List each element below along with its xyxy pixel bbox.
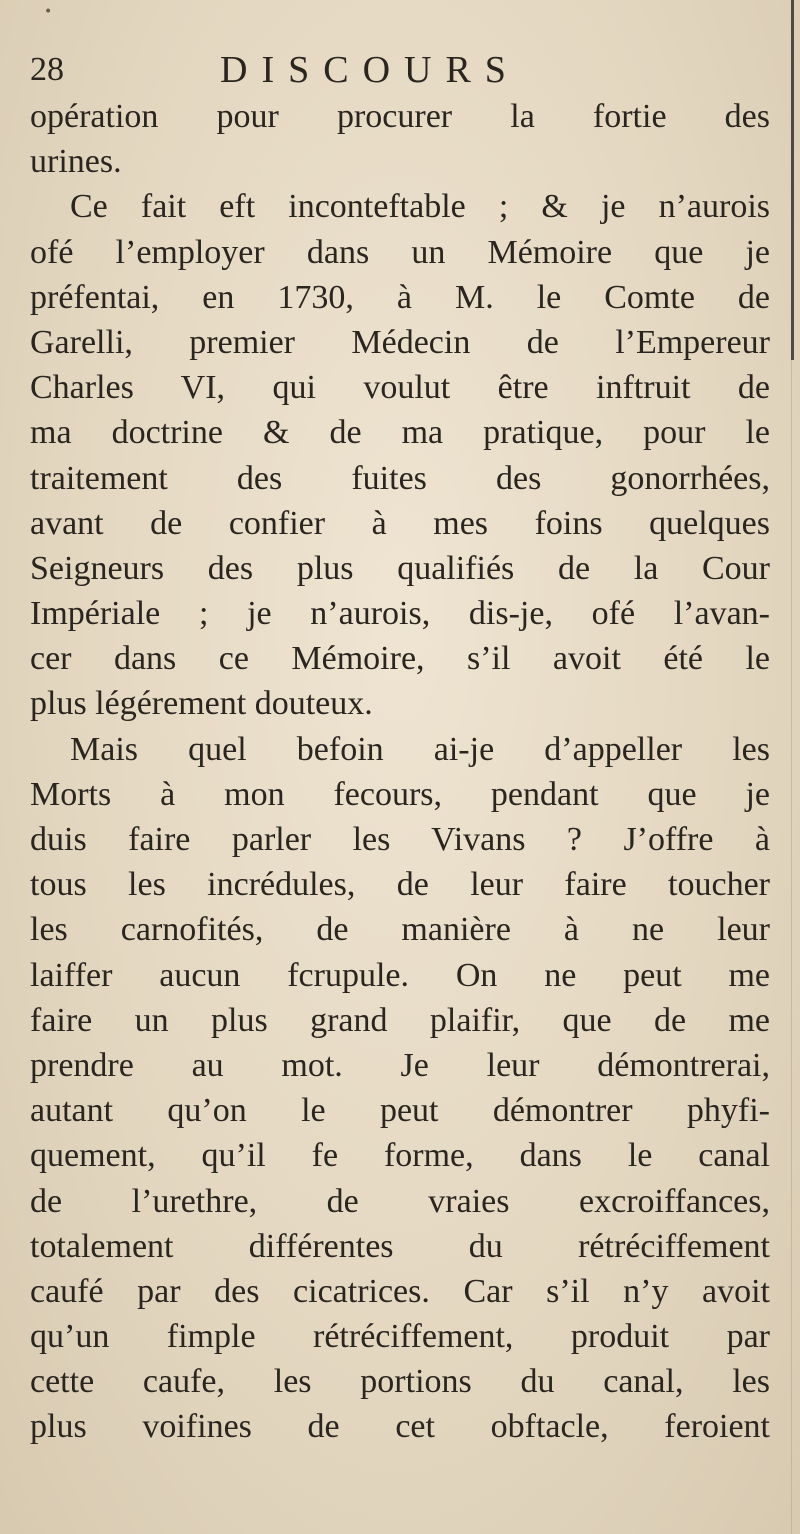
text-line: Impériale ; je n’aurois, dis-je, ofé l’avan- [30, 595, 770, 633]
text-line: quement, qu’il fe forme, dans le canal [30, 1137, 770, 1175]
text-line: laiffer aucun fcrupule. On ne peut me [30, 956, 770, 994]
text-line: cer dans ce Mémoire, s’il avoit été le [30, 640, 770, 678]
text-line: plus légérement douteux. [30, 685, 373, 723]
text-line: Mais quel befoin ai-je d’appeller les [70, 730, 770, 768]
body-text [30, 94, 770, 1450]
text-line: Seigneurs des plus qualifiés de la Cour [30, 549, 770, 587]
text-line: cette caufe, les portions du canal, les [30, 1363, 770, 1401]
text-line: caufé par des cicatrices. Car s’il n’y avoit [30, 1272, 770, 1310]
page-edge-shadow [791, 0, 794, 360]
text-line: ofé l’employer dans un Mémoire que je [30, 233, 770, 271]
running-head [30, 46, 770, 94]
running-title: DISCOURS [220, 49, 520, 91]
page-edge-line [791, 360, 792, 1534]
text-line: prendre au mot. Je leur démontrerai, [30, 1046, 770, 1084]
text-line: urines. [30, 143, 122, 181]
text-line: Charles VI, qui voulut être inftruit de [30, 369, 770, 407]
text-line: Morts à mon fecours, pendant que je [30, 775, 770, 813]
text-line: tous les incrédules, de leur faire toucher [30, 866, 770, 904]
text-line: duis faire parler les Vivans ? J’offre à [30, 821, 770, 858]
text-line: totalement différentes du rétréciffement [30, 1227, 770, 1265]
text-line: plus voifines de cet obftacle, feroient [30, 1408, 770, 1446]
text-line: qu’un fimple rétréciffement, produit par [30, 1318, 770, 1356]
page-number: 28 [30, 51, 64, 88]
text-line: avant de confier à mes foins quelques [30, 504, 770, 542]
text-line: traitement des fuites des gonorrhées, [30, 459, 770, 497]
text-line: préfentai, en 1730, à M. le Comte de [30, 278, 770, 316]
text-line: Ce fait eft inconteftable ; & je n’aurois [70, 188, 770, 226]
text-line: autant qu’on le peut démontrer phyfi- [30, 1092, 770, 1130]
text-line: les carnofités, de manière à ne leur [30, 911, 770, 949]
text-line: opération pour procurer la fortie des [30, 98, 770, 135]
text-line: de l’urethre, de vraies excroiffances, [30, 1182, 770, 1220]
text-line: ma doctrine & de ma pratique, pour le [30, 414, 770, 452]
text-line: faire un plus grand plaifir, que de me [30, 1001, 770, 1039]
text-line: Garelli, premier Médecin de l’Empereur [30, 323, 770, 361]
ink-speck: • [44, 4, 53, 20]
